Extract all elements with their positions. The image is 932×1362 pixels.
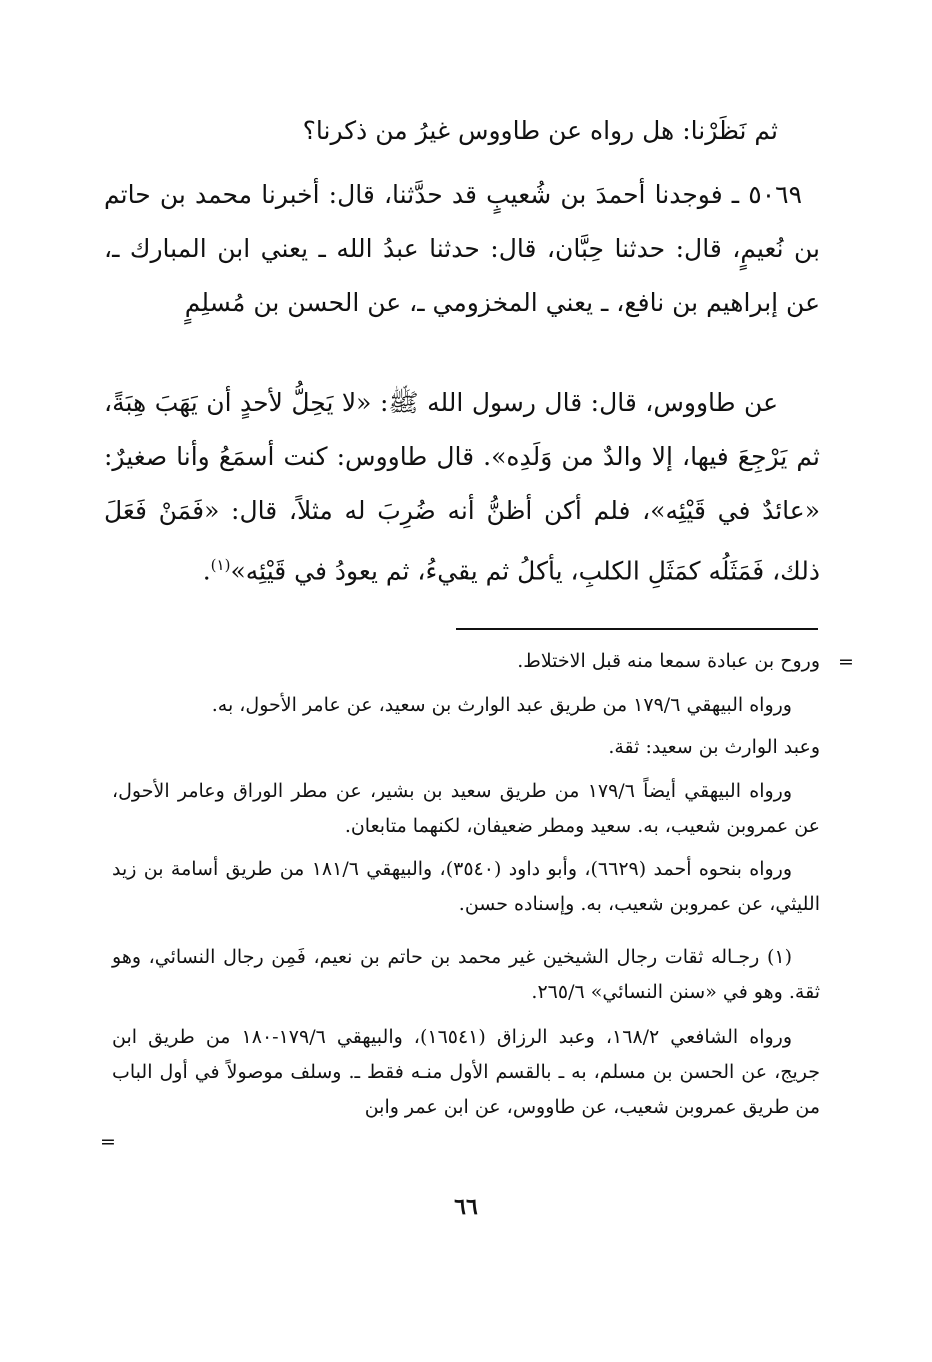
footnote-line: وعبد الوارث بن سعيد: ثقة.: [608, 736, 820, 758]
footnote-line: ورواه بنحوه أحمد (٦٦٢٩)، وأبو داود (٣٥٤٠)، والبيهقي ١٨١/٦ من طريق أسامة بن زيد الليثي، عن عمروبن شعيب، به. وإسناده حسن.: [112, 858, 820, 915]
footnote-line: ورواه الشافعي ١٦٨/٢، وعبد الرزاق (١٦٥٤١)، والبيهقي ١٧٩/٦-١٨٠ من طريق ابن جريج، عن الحسن بن مسلم، به ـ بالقسم الأول منـه فقط ـ. وسلف موصولاً في أول الباب من طريق عمروبن شعيب، عن طاووس، عن ابن عمر وابن: [112, 1026, 820, 1118]
footnote-block: [112, 1020, 820, 1125]
footnote-line: ورواه البيهقي أيضاً ١٧٩/٦ من طريق سعيد بن بشير، عن مطر الوراق وعامر الأحول، عن عمروبن شعيب، به. سعيد ومطر ضعيفان، لكنهما متابعان.: [112, 780, 820, 837]
footnote-block: [112, 940, 820, 1010]
continuation-mark-bottom: =: [100, 1131, 116, 1153]
footnote-block: [112, 688, 820, 723]
intro-text: ثم نَظَرْنا: هل رواه عن طاووس غيرُ من ذكرنا؟: [302, 116, 778, 145]
continuation-mark-top: =: [838, 651, 854, 673]
page-number: ٦٦: [454, 1194, 478, 1220]
footnote-block: [112, 774, 820, 844]
hadith-text: عن طاووس، قال: قال رسول الله ﷺ: «لا يَحِلُّ لأحدٍ أن يَهَبَ هِبَةً، ثم يَرْجِعَ فيها، إلا والدٌ من وَلَدِه». قال طاووس: كنت أسمَعُ وأنا صغيرٌ: «عائدٌ في قَيْئِه»، فلم أكن أظنُّ أنه ضُرِبَ له مثلاً، قال: «فَمَنْ فَعَلَ ذلك، فَمَثَلُه كمَثَلِ الكلبِ، يأكلُ ثم يقيءُ، ثم يعودُ في قَيْئِه»: [104, 388, 820, 586]
intro-paragraph: [104, 104, 820, 158]
hadith-chain-paragraph: [104, 168, 820, 330]
footnote-block: [112, 644, 820, 679]
footnote-line: (١) رجـاله ثقات رجال الشيخين غير محمد بن حاتم بن نعيم، فَمِن رجال النسائي، وهو ثقة. وهو في «سنن النسائي» ٢٦٥/٦.: [112, 946, 820, 1003]
footnote-block: [112, 852, 820, 922]
hadith-text-paragraph: [104, 376, 820, 598]
footnote-line: وروح بن عبادة سمعا منه قبل الاختلاط.: [517, 650, 820, 672]
hadith-chain-text: ٥٠٦٩ ـ فوجدنا أحمدَ بن شُعيبٍ قد حدَّثنا، قال: أخبرنا محمد بن حاتم بن نُعيمٍ، قال: حدثنا حِبَّان، قال: حدثنا عبدُ الله ـ يعني ابن المبارك ـ، عن إبراهيم بن نافع، ـ يعني المخزومي ـ، عن الحسن بن مُسلِمٍ: [104, 180, 820, 317]
hadith-end: .: [202, 556, 211, 586]
footnote-ref: (١): [210, 556, 231, 574]
footnote-block: [112, 730, 820, 765]
footnote-divider: [456, 628, 818, 630]
hadith-text-line: [104, 376, 820, 598]
footnote-line: ورواه البيهقي ١٧٩/٦ من طريق عبد الوارث بن سعيد، عن عامر الأحول، به.: [211, 694, 792, 716]
